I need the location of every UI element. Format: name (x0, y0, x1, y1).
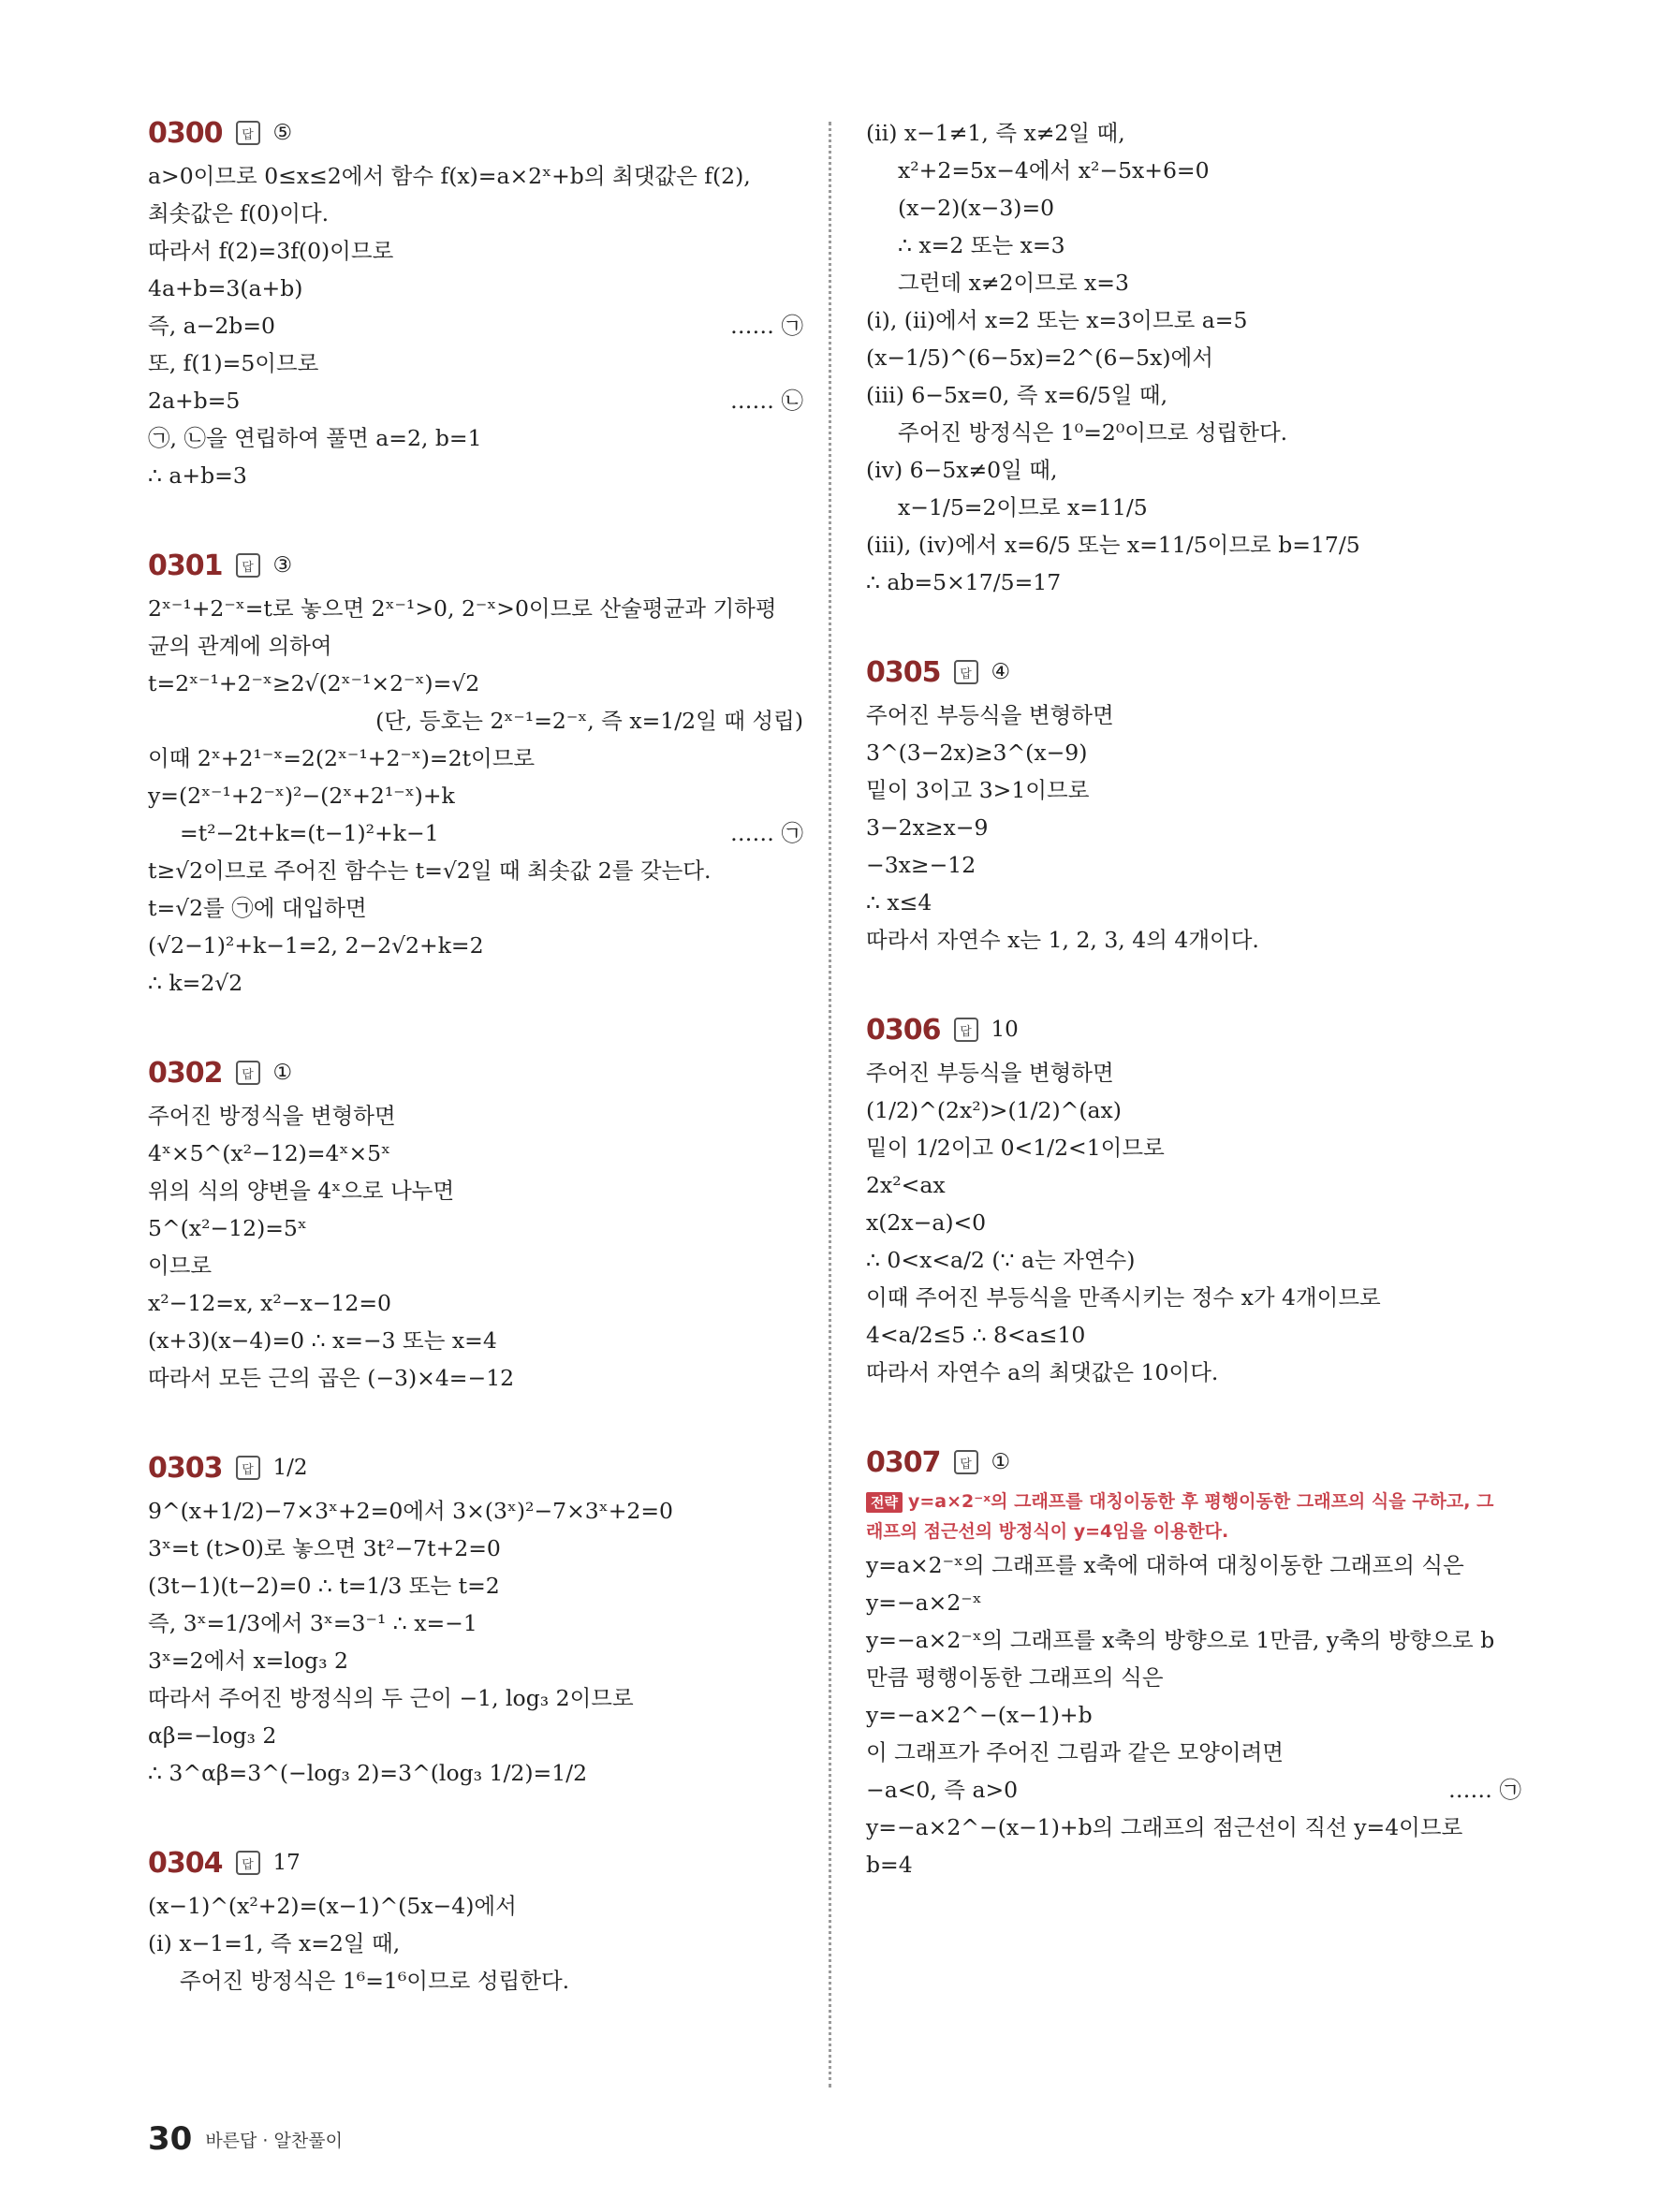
solution-line (148, 1642, 803, 1679)
solution-line (866, 1846, 1521, 1883)
solution-line (148, 814, 803, 852)
solution-line (866, 1546, 1521, 1584)
solution-header (866, 1443, 1521, 1481)
solution-line (866, 414, 1521, 451)
solution-line-text: ㉠, ㉡을 연립하여 풀면 a=2, b=1 (148, 425, 482, 451)
solution-line (148, 344, 803, 382)
solution-line (148, 627, 803, 665)
solution-line-text: y=−a×2^−(x−1)+b (866, 1702, 1093, 1728)
solution-line (866, 451, 1521, 489)
strategy-hint-line (866, 1516, 1521, 1546)
strategy-hint-text: 래프의 점근선의 방정식이 y=4임을 이용한다. (866, 1521, 1229, 1542)
solution-header (148, 1054, 803, 1091)
solution-block (148, 1449, 803, 1792)
solution-line-text: αβ=−log₃ 2 (148, 1722, 277, 1749)
solution-line (866, 1091, 1521, 1129)
solution-line-text: y=−a×2⁻ˣ (866, 1589, 982, 1616)
solution-block (148, 1844, 803, 2000)
solution-line (866, 1166, 1521, 1204)
solution-block (148, 114, 803, 494)
answer-value: 1/2 (272, 1456, 308, 1480)
answer-icon: 답 (236, 1851, 260, 1875)
solution-line (148, 702, 803, 740)
solution-line-text: (ⅱ) x−1≠1, 즉 x≠2일 때, (866, 120, 1125, 146)
solution-line-text: ∴ x=2 또는 x=3 (898, 232, 1065, 258)
solution-line-text: x²+2=5x−4에서 x²−5x+6=0 (898, 157, 1210, 183)
solution-line (148, 382, 803, 419)
solution-line-text: ∴ x≤4 (866, 889, 932, 916)
answer-icon: 답 (954, 1450, 978, 1474)
answer-value: 17 (272, 1851, 301, 1875)
solution-line (866, 1734, 1521, 1771)
solution-line (148, 1925, 803, 1962)
solution-line-text: 9^(x+1/2)−7×3ˣ+2=0에서 3×(3ˣ)²−7×3ˣ+2=0 (148, 1498, 673, 1524)
equation-marker: …… ㉡ (730, 388, 803, 414)
solution-line-text: (x−1/5)^(6−5x)=2^(6−5x)에서 (866, 344, 1213, 371)
solution-line-text: 2x²<ax (866, 1172, 946, 1198)
solution-line-text: 따라서 f(2)=3f(0)이므로 (148, 238, 394, 264)
solution-line-text: (ⅲ) 6−5x=0, 즉 x=6/5일 때, (866, 382, 1168, 408)
solution-line (148, 1172, 803, 1209)
solution-line (148, 157, 803, 195)
solution-line (148, 1567, 803, 1604)
solution-line-text: 최솟값은 f(0)이다. (148, 200, 330, 227)
solution-line (866, 884, 1521, 921)
solution-line (148, 195, 803, 232)
solution-line-text: 이때 2ˣ+2¹⁻ˣ=2(2ˣ⁻¹+2⁻ˣ)=2t이므로 (148, 745, 536, 771)
solution-line (148, 777, 803, 814)
solution-line (148, 1247, 803, 1284)
right-column (866, 114, 1521, 1936)
solution-line-text: 4<a/2≤5 ∴ 8<a≤10 (866, 1322, 1086, 1348)
solution-line (866, 1621, 1521, 1659)
solution-line (866, 1696, 1521, 1734)
solution-header (148, 1844, 803, 1882)
solution-header (148, 114, 803, 152)
answer-value: ⑤ (272, 121, 293, 145)
problem-number: 0301 (148, 549, 223, 582)
solution-line-text: −a<0, 즉 a>0 (866, 1777, 1019, 1803)
solution-line-text: 그런데 x≠2이므로 x=3 (898, 270, 1129, 296)
solution-line-text: (3t−1)(t−2)=0 ∴ t=1/3 또는 t=2 (148, 1573, 500, 1599)
answer-icon: 답 (236, 1061, 260, 1085)
solution-line (148, 1322, 803, 1359)
answer-value: ③ (272, 553, 293, 578)
solution-line-text: 4a+b=3(a+b) (148, 275, 303, 301)
solution-line (866, 1204, 1521, 1241)
solution-line-text: a>0이므로 0≤x≤2에서 함수 f(x)=a×2ˣ+b의 최댓값은 f(2), (148, 163, 751, 189)
solution-line (866, 227, 1521, 264)
answer-value: ① (991, 1450, 1011, 1474)
solution-line-text: 밑이 3이고 3>1이므로 (866, 777, 1090, 803)
solution-line-text: x−1/5=2이므로 x=11/5 (898, 494, 1148, 520)
strategy-badge: 전략 (866, 1492, 903, 1513)
solution-line-text: x²−12=x, x²−x−12=0 (148, 1290, 392, 1316)
problem-number: 0307 (866, 1445, 941, 1479)
solution-line (866, 1809, 1521, 1846)
solution-line (866, 564, 1521, 601)
solution-line-text: y=−a×2^−(x−1)+b의 그래프의 점근선이 직선 y=4이므로 (866, 1814, 1463, 1840)
answer-icon: 답 (236, 121, 260, 145)
solution-line (148, 964, 803, 1002)
equation-marker: …… ㉠ (730, 820, 803, 846)
solution-line (866, 1279, 1521, 1316)
solution-line-text: ∴ a+b=3 (148, 462, 247, 489)
solution-line (866, 152, 1521, 189)
solution-header (866, 1011, 1521, 1048)
solution-line (866, 1659, 1521, 1696)
solution-line (866, 301, 1521, 339)
solution-line-text: (단, 등호는 2ˣ⁻¹=2⁻ˣ, 즉 x=1/2일 때 성립) (375, 708, 803, 734)
solution-line-text: 주어진 방정식을 변형하면 (148, 1103, 396, 1129)
solution-line-text: 주어진 부등식을 변형하면 (866, 702, 1114, 728)
problem-number: 0306 (866, 1013, 941, 1047)
solution-line-text: 3ˣ=2에서 x=log₃ 2 (148, 1648, 348, 1674)
solution-line-text: 즉, 3ˣ=1/3에서 3ˣ=3⁻¹ ∴ x=−1 (148, 1610, 477, 1636)
answer-icon: 답 (954, 1018, 978, 1042)
solution-line (866, 734, 1521, 771)
solution-header (866, 653, 1521, 691)
solution-header (148, 547, 803, 584)
solution-line (866, 1241, 1521, 1279)
solution-line (866, 264, 1521, 301)
solution-line (866, 846, 1521, 884)
solution-line-text: (ⅰ) x−1=1, 즉 x=2일 때, (148, 1930, 401, 1956)
solution-line (148, 590, 803, 627)
solution-line-text: t=2ˣ⁻¹+2⁻ˣ≥2√(2ˣ⁻¹×2⁻ˣ)=√2 (148, 670, 480, 696)
solution-line-text: 밑이 1/2이고 0<1/2<1이므로 (866, 1135, 1165, 1161)
solution-line-text: 만큼 평행이동한 그래프의 식은 (866, 1664, 1164, 1691)
solution-line-text: 주어진 방정식은 1⁰=2⁰이므로 성립한다. (898, 419, 1288, 446)
solution-line-text: ∴ 3^αβ=3^(−log₃ 2)=3^(log₃ 1/2)=1/2 (148, 1760, 588, 1786)
column-divider (829, 122, 831, 2087)
solution-line-text: y=(2ˣ⁻¹+2⁻ˣ)²−(2ˣ+2¹⁻ˣ)+k (148, 783, 455, 809)
solution-line (148, 1604, 803, 1642)
answer-value: 10 (991, 1018, 1019, 1042)
solution-line (148, 927, 803, 964)
solution-line (148, 1135, 803, 1172)
solution-line-text: x(2x−a)<0 (866, 1209, 987, 1236)
solution-line-text: 3ˣ=t (t>0)로 놓으면 3t²−7t+2=0 (148, 1535, 501, 1561)
solution-line-text: (1/2)^(2x²)>(1/2)^(ax) (866, 1097, 1122, 1123)
solution-line (866, 1771, 1521, 1809)
solution-line-text: 즉, a−2b=0 (148, 313, 275, 339)
equation-marker: …… ㉠ (730, 313, 803, 339)
solution-line (148, 740, 803, 777)
solution-line (148, 1717, 803, 1754)
solution-line (866, 771, 1521, 809)
problem-number: 0304 (148, 1846, 223, 1880)
solution-line (148, 1962, 803, 2000)
solution-line-text: 주어진 부등식을 변형하면 (866, 1060, 1114, 1086)
solution-block (148, 547, 803, 1002)
solution-block (148, 1054, 803, 1397)
answer-value: ④ (991, 660, 1011, 684)
solution-line (866, 1129, 1521, 1166)
solution-block (866, 653, 1521, 959)
solution-line-text: −3x≥−12 (866, 852, 976, 878)
page-number: 30 (148, 2120, 193, 2158)
solution-line-text: 이므로 (148, 1252, 213, 1279)
solution-line-text: (ⅳ) 6−5x≠0일 때, (866, 457, 1058, 483)
solution-line-text: 이때 주어진 부등식을 만족시키는 정수 x가 4개이므로 (866, 1284, 1381, 1311)
solution-line-text: (ⅰ), (ⅱ)에서 x=2 또는 x=3이므로 a=5 (866, 307, 1248, 333)
solution-line (148, 419, 803, 457)
solution-line (148, 232, 803, 270)
problem-number: 0303 (148, 1451, 223, 1485)
solution-line-text: ∴ ab=5×17/5=17 (866, 569, 1062, 595)
solution-line (866, 489, 1521, 526)
solution-line-text: t=√2를 ㉠에 대입하면 (148, 895, 367, 921)
solution-line-text: 3^(3−2x)≥3^(x−9) (866, 740, 1088, 766)
solution-line-text: 따라서 주어진 방정식의 두 근이 −1, log₃ 2이므로 (148, 1685, 634, 1711)
solution-block (866, 1443, 1521, 1883)
solution-line (148, 307, 803, 344)
solution-line-text: 따라서 자연수 a의 최댓값은 10이다. (866, 1359, 1219, 1385)
solution-line-text: (x−2)(x−3)=0 (898, 195, 1055, 221)
solution-line (148, 1097, 803, 1135)
solution-line-text: y=−a×2⁻ˣ의 그래프를 x축의 방향으로 1만큼, y축의 방향으로 b (866, 1627, 1495, 1653)
solution-line-text: 5^(x²−12)=5ˣ (148, 1215, 307, 1241)
problem-number: 0305 (866, 655, 941, 689)
solution-line-text: 이 그래프가 주어진 그림과 같은 모양이려면 (866, 1739, 1284, 1765)
solution-block (866, 114, 1521, 601)
solution-line-text: =t²−2t+k=(t−1)²+k−1 (180, 820, 439, 846)
answer-icon: 답 (954, 660, 978, 684)
solution-line-text: 주어진 방정식은 1⁶=1⁶이므로 성립한다. (180, 1968, 570, 1994)
solution-line-text: 위의 식의 양변을 4ˣ으로 나누면 (148, 1178, 455, 1204)
solution-line (866, 1584, 1521, 1621)
solution-line (148, 852, 803, 889)
solution-line-text: 2a+b=5 (148, 388, 241, 414)
solution-line (148, 1754, 803, 1792)
solution-line (866, 526, 1521, 564)
solution-line-text: (x−1)^(x²+2)=(x−1)^(5x−4)에서 (148, 1893, 517, 1919)
solution-line-text: (x+3)(x−4)=0 ∴ x=−3 또는 x=4 (148, 1327, 497, 1354)
solution-line (866, 809, 1521, 846)
answer-value: ① (272, 1061, 293, 1085)
solution-line-text: 따라서 모든 근의 곱은 (−3)×4=−12 (148, 1365, 515, 1391)
solution-line (148, 270, 803, 307)
solution-line-text: y=a×2⁻ˣ의 그래프를 x축에 대하여 대칭이동한 그래프의 식은 (866, 1552, 1464, 1578)
solution-line (148, 1887, 803, 1925)
solution-line (148, 1284, 803, 1322)
solution-line (866, 1354, 1521, 1391)
solution-line-text: (ⅲ), (ⅳ)에서 x=6/5 또는 x=11/5이므로 b=17/5 (866, 532, 1360, 558)
solution-line (866, 1054, 1521, 1091)
solution-line (866, 921, 1521, 959)
problem-number: 0302 (148, 1056, 223, 1090)
solution-line (148, 665, 803, 702)
solution-line (866, 114, 1521, 152)
solution-header (148, 1449, 803, 1487)
solution-line-text: t≥√2이므로 주어진 함수는 t=√2일 때 최솟값 2를 갖는다. (148, 857, 712, 884)
book-section-label: 바른답 · 알찬풀이 (205, 2130, 343, 2151)
solution-line (148, 1679, 803, 1717)
solution-line (866, 189, 1521, 227)
solution-line (148, 1530, 803, 1567)
solution-line-text: 3−2x≥x−9 (866, 814, 989, 841)
solution-line (148, 889, 803, 927)
equation-marker: …… ㉠ (1448, 1777, 1521, 1803)
solution-block (866, 1011, 1521, 1391)
solution-line (148, 1209, 803, 1247)
solution-line-text: (√2−1)²+k−1=2, 2−2√2+k=2 (148, 932, 484, 959)
solution-line-text: 따라서 자연수 x는 1, 2, 3, 4의 4개이다. (866, 927, 1259, 953)
solution-line-text: 2ˣ⁻¹+2⁻ˣ=t로 놓으면 2ˣ⁻¹>0, 2⁻ˣ>0이므로 산술평균과 기하평 (148, 595, 777, 622)
strategy-hint-text: y=a×2⁻ˣ의 그래프를 대칭이동한 후 평행이동한 그래프의 식을 구하고, 그 (907, 1491, 1494, 1512)
solution-line-text: 또, f(1)=5이므로 (148, 350, 319, 376)
solution-line-text: b=4 (866, 1852, 913, 1878)
left-column (148, 114, 803, 2052)
problem-number: 0300 (148, 116, 223, 150)
solution-line-text: 4ˣ×5^(x²−12)=4ˣ×5ˣ (148, 1140, 391, 1166)
solution-line (866, 696, 1521, 734)
solution-line (148, 457, 803, 494)
solution-line (866, 339, 1521, 376)
solution-line (148, 1359, 803, 1397)
solution-line (866, 1316, 1521, 1354)
answer-icon: 답 (236, 1456, 260, 1480)
solution-line (866, 376, 1521, 414)
solution-line-text: ∴ 0<x<a/2 (∵ a는 자연수) (866, 1247, 1136, 1273)
answer-icon: 답 (236, 553, 260, 578)
solution-line-text: 균의 관계에 의하여 (148, 633, 332, 659)
solution-line-text: ∴ k=2√2 (148, 970, 243, 996)
solution-line (148, 1492, 803, 1530)
strategy-hint-line (866, 1487, 1521, 1516)
page-footer (148, 2120, 343, 2158)
